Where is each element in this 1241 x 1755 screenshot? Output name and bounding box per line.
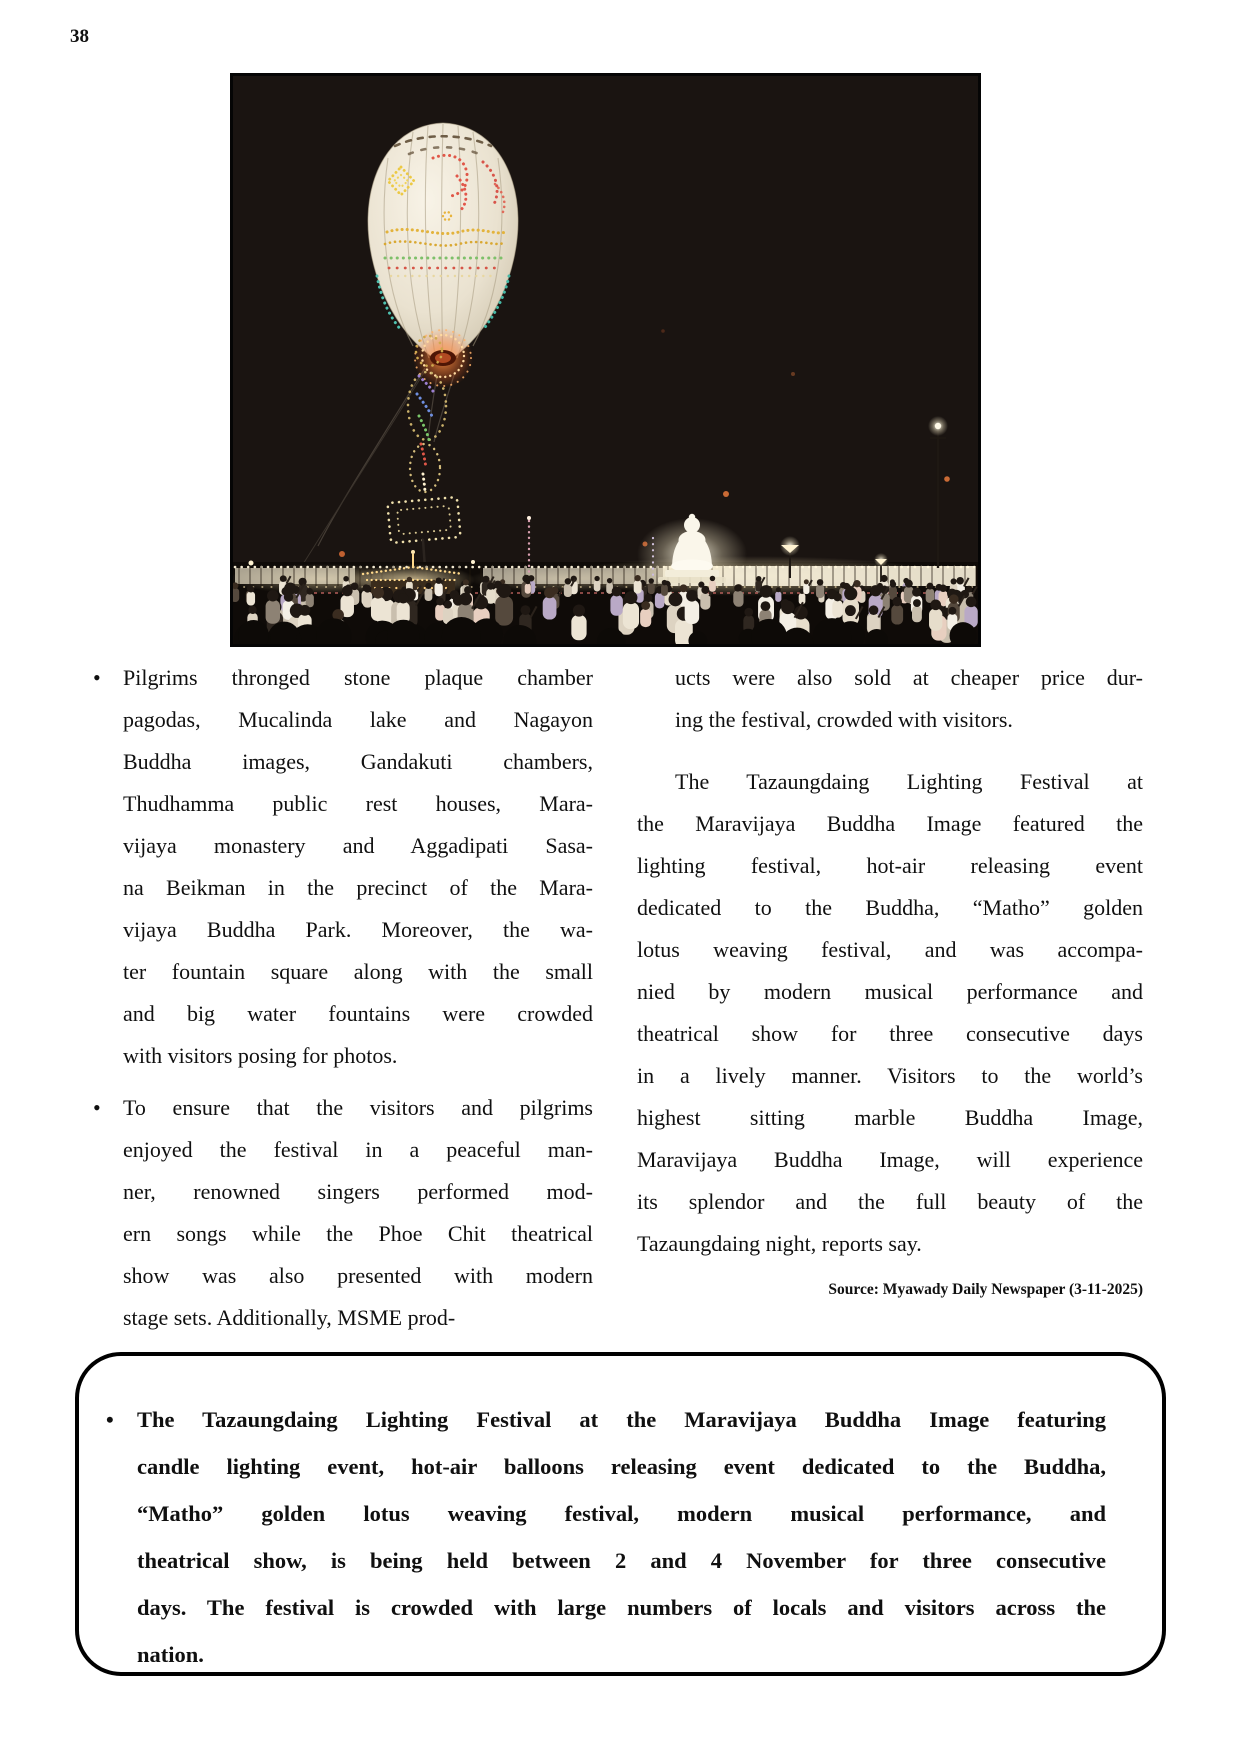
text-line: ner, renowned singers performed mod- [123,1179,593,1204]
article-photo [230,73,981,647]
text-line: its splendor and the full beauty of the [637,1189,1143,1214]
text-line: ing the festival, crowded with visitors. [675,707,1013,732]
text-line: “Matho” golden lotus weaving festival, modern musical performance, and [137,1501,1106,1526]
text-line: and big water fountains were crowded [123,1001,593,1026]
text-line: pagodas, Mucalinda lake and Nagayon [123,707,593,732]
bullet-icon: • [93,1095,101,1120]
article-left-column [88,657,593,1339]
bullet-text [123,657,593,1077]
text-line: Tazaungdaing night, reports say. [637,1231,922,1256]
night-sky [233,76,978,644]
text-line: in a lively manner. Visitors to the world’s [637,1063,1143,1088]
text-line: theatrical show for three consecutive days [637,1021,1143,1046]
bullet-icon: • [106,1407,114,1432]
festival-paragraph [637,761,1143,1265]
bullet-text [123,1087,593,1339]
text-line: nied by modern musical performance and [637,979,1143,1004]
text-line: Pilgrims thronged stone plaque chamber [123,665,593,690]
text-line: highest sitting marble Buddha Image, [637,1105,1143,1130]
text-line: To ensure that the visitors and pilgrims [123,1095,593,1120]
text-line: candle lighting event, hot-air balloons releasing event dedicated to the Buddha, [137,1454,1106,1479]
text-line: ern songs while the Phoe Chit theatrical [123,1221,593,1246]
bullet-item-performances [88,1087,593,1339]
bullet-continuation-text [637,657,1143,741]
summary-callout-box [75,1352,1166,1676]
text-line: the Maravijaya Buddha Image featured the [637,811,1143,836]
summary-text [137,1396,1106,1678]
text-line: The Tazaungdaing Lighting Festival at [675,769,1143,794]
bullet-item-pilgrims [88,657,593,1077]
text-line: lotus weaving festival, and was accompa- [637,937,1143,962]
text-line: theatrical show, is being held between 2 and 4 November for three consecutive [137,1548,1106,1573]
text-line: stage sets. Additionally, MSME prod- [123,1305,456,1330]
source-attribution: Source: Myawady Daily Newspaper (3-11-2025) [828,1281,1143,1298]
page-number: 38 [70,26,89,47]
night-festival-illustration [233,76,978,644]
text-line: show was also presented with modern [123,1263,593,1288]
bullet-icon: • [93,665,101,690]
text-line: enjoyed the festival in a peaceful man- [123,1137,593,1162]
text-line: na Beikman in the precinct of the Mara- [123,875,593,900]
text-line: Maravijaya Buddha Image, will experience [637,1147,1143,1172]
text-line: days. The festival is crowded with large numbers of locals and visitors across the [137,1595,1106,1620]
text-line: ucts were also sold at cheaper price dur- [675,665,1143,690]
text-line: dedicated to the Buddha, “Matho” golden [637,895,1143,920]
text-line: vijaya Buddha Park. Moreover, the wa- [123,917,593,942]
text-line: vijaya monastery and Aggadipati Sasa- [123,833,593,858]
text-line: Thudhamma public rest houses, Mara- [123,791,593,816]
text-line: with visitors posing for photos. [123,1043,398,1068]
article-right-column [637,657,1143,1301]
text-line: The Tazaungdaing Lighting Festival at the Maravijaya Buddha Image featuring [137,1407,1106,1432]
text-line: Buddha images, Gandakuti chambers, [123,749,593,774]
text-line: nation. [137,1642,204,1667]
text-line: ter fountain square along with the small [123,959,593,984]
text-line: lighting festival, hot-air releasing event [637,853,1143,878]
